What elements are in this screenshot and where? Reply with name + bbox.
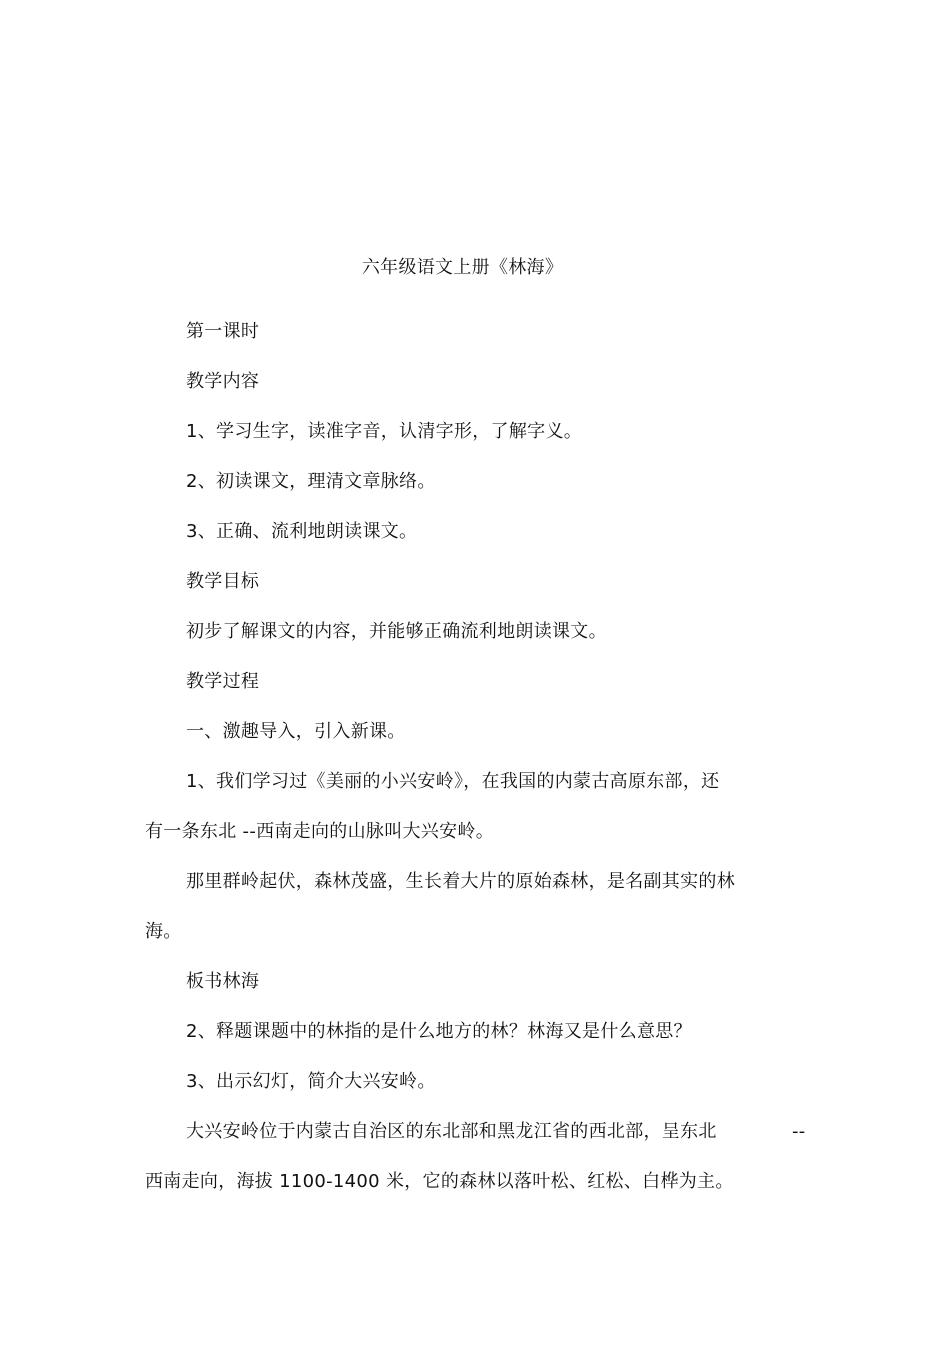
paragraph-3-dash: -- bbox=[792, 1121, 806, 1142]
process-item-2: 2、释题课题中的林指的是什么地方的林？林海又是什么意思？ bbox=[186, 1021, 692, 1042]
paragraph-1-line-2: 有一条东北 --西南走向的山脉叫大兴安岭。 bbox=[145, 821, 495, 842]
section-heading-teaching-content: 教学内容 bbox=[186, 371, 260, 392]
document-title: 六年级语文上册《林海》 bbox=[361, 257, 564, 278]
content-item-1: 1、学习生字，读准字音，认清字形，了解字义。 bbox=[186, 421, 583, 442]
blackboard-note: 板书林海 bbox=[186, 971, 260, 992]
process-step-one: 一、激趣导入，引入新课。 bbox=[186, 721, 406, 742]
teaching-goal-text: 初步了解课文的内容，并能够正确流利地朗读课文。 bbox=[186, 621, 607, 642]
section-heading-lesson-one: 第一课时 bbox=[186, 321, 260, 342]
paragraph-1-line-1: 1、我们学习过《美丽的小兴安岭》，在我国的内蒙古高原东部，还 bbox=[186, 771, 720, 792]
content-item-3: 3、正确、流利地朗读课文。 bbox=[186, 521, 418, 542]
content-item-2: 2、初读课文，理清文章脉络。 bbox=[186, 471, 436, 492]
paragraph-3-line-1: 大兴安岭位于内蒙古自治区的东北部和黑龙江省的西北部，呈东北 bbox=[186, 1121, 717, 1142]
paragraph-3-line-2: 西南走向，海拔 1100-1400 米，它的森林以落叶松、红松、白桦为主。 bbox=[145, 1171, 734, 1192]
paragraph-2-line-1: 那里群岭起伏，森林茂盛，生长着大片的原始森林，是名副其实的林 bbox=[186, 871, 735, 892]
process-item-3: 3、出示幻灯，简介大兴安岭。 bbox=[186, 1071, 436, 1092]
section-heading-teaching-process: 教学过程 bbox=[186, 671, 260, 692]
section-heading-teaching-goal: 教学目标 bbox=[186, 571, 260, 592]
paragraph-2-line-2: 海。 bbox=[145, 921, 182, 942]
